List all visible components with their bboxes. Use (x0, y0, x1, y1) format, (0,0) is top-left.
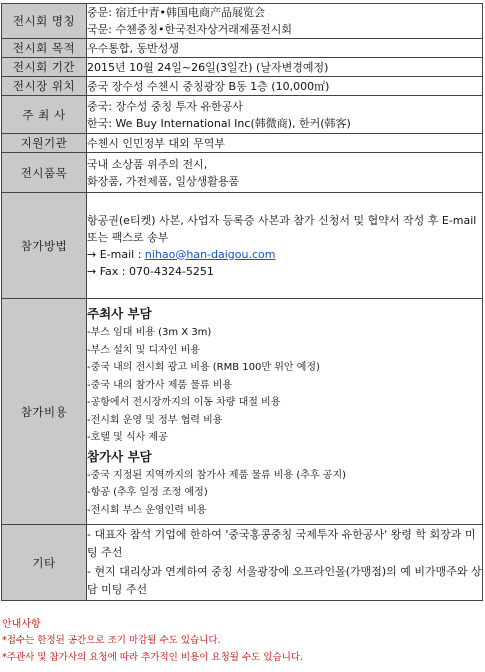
value-items (87, 153, 483, 193)
host-cost-item: -공항에서 전시장까지의 이동 차량 대절 비용 (87, 397, 281, 408)
etc-line-2: - 현지 대리상과 연계하여 중칭 서울광장에 오프라인몰(가맹점)의 예 비가맹주와 상담 미팅 주선 (87, 564, 482, 596)
row-period (2, 58, 483, 77)
label-etc: 기타 (2, 525, 87, 601)
participant-cost-title: 참가사 부담 (87, 448, 152, 464)
row-etc (2, 525, 483, 601)
participant-cost-item: -전시회 부스 운영인력 비용 (87, 504, 207, 516)
notice-title: 안내사항 (2, 619, 41, 630)
row-method (2, 193, 483, 299)
participant-cost-item: -항공 (추후 일정 조정 예정) (87, 487, 208, 498)
email-prefix: → E-mail : (87, 247, 145, 261)
host-cost-item: -중국 내의 참가사 제품 물류 비용 (87, 379, 233, 391)
participant-cost-item: -중국 지정된 지역까지의 참가사 제품 물류 비용 (추후 공지) (87, 469, 347, 481)
label-venue: 전시장 위치 (2, 77, 87, 96)
items-line-1: 국내 소상품 위주의 전시, (87, 157, 208, 171)
value-host (87, 96, 483, 134)
host-cost-title: 주최사 부담 (87, 306, 152, 321)
value-method (87, 193, 483, 299)
name-korean: 국문: 수첸중칭•한국전자상거래제품전시회 (87, 23, 292, 36)
row-cost (2, 299, 483, 525)
period-text: 2015년 10월 24일~26일(3일간) (날자변경예정) (87, 60, 329, 74)
email-link[interactable]: nihao@han-daigou.com (144, 247, 276, 261)
notice-line: *주관사 및 참가사의 요청에 따라 추가적인 비용이 요청될 수도 있습니다. (2, 652, 304, 663)
method-email-line (87, 246, 482, 263)
label-support: 지원기관 (2, 134, 87, 153)
method-text: 항공권(e티켓) 사본, 사업자 등록증 사본과 참가 신청서 및 협약서 작성 후 E-mail 또는 팩스로 송부 (87, 213, 477, 244)
row-items (2, 153, 483, 193)
host-china: 중국: 장수성 중칭 투자 유한공사 (87, 99, 243, 113)
name-chinese: 중문: 宿迁中青•韩国电商产品展览会 (87, 6, 265, 19)
row-purpose (2, 39, 483, 58)
value-name (87, 4, 483, 39)
label-cost: 참가비용 (2, 299, 87, 525)
label-host: 주 최 사 (2, 96, 87, 134)
host-cost-item: -부스 설치 및 디자인 비용 (87, 344, 200, 356)
host-cost-item: -중국 내의 전시회 광고 비용 (RMB 100만 위안 예정) (87, 362, 320, 373)
label-method: 참가방법 (2, 193, 87, 299)
host-korea: 한국: We Buy International Inc(韩微商), 한커(韩客) (87, 116, 351, 130)
label-period: 전시회 기간 (2, 58, 87, 77)
venue-text: 중국 장수성 수첸시 중칭광장 B동 1층 (10,000㎡) (87, 79, 330, 93)
host-cost-item: -호텔 및 식사 제공 (87, 432, 168, 443)
exhibition-info-table (1, 3, 483, 601)
host-cost-item: -부스 임대 비용 (3m X 3m) (87, 327, 212, 338)
label-items: 전시품목 (2, 153, 87, 193)
etc-line-1: - 대표자 참석 기업에 한하여 '중국홍콩중칭 국제투자 유한공사' 왕령 학 회장과 미팅 주선 (87, 527, 476, 559)
row-support (2, 134, 483, 153)
support-text: 수첸시 인민정부 대외 무역부 (87, 136, 226, 150)
label-name: 전시회 명칭 (2, 4, 87, 39)
label-purpose: 전시회 목적 (2, 39, 87, 58)
purpose-text: 우수통합, 동반성생 (87, 41, 180, 55)
value-venue (87, 77, 483, 96)
method-fax-line: → Fax : 070-4324-5251 (87, 264, 214, 278)
value-support (87, 134, 483, 153)
row-host (2, 96, 483, 134)
row-venue (2, 77, 483, 96)
value-period (87, 58, 483, 77)
items-line-2: 화장품, 가전제품, 일상생활용품 (87, 174, 240, 188)
notice-section (2, 618, 482, 666)
value-cost (87, 299, 483, 525)
notice-line: *접수는 한정된 공간으로 조기 마감될 수도 있습니다. (2, 635, 221, 646)
row-name (2, 4, 483, 39)
value-purpose (87, 39, 483, 58)
host-cost-item: -전시회 운영 및 정부 협력 비용 (87, 414, 223, 426)
value-etc (87, 525, 483, 601)
